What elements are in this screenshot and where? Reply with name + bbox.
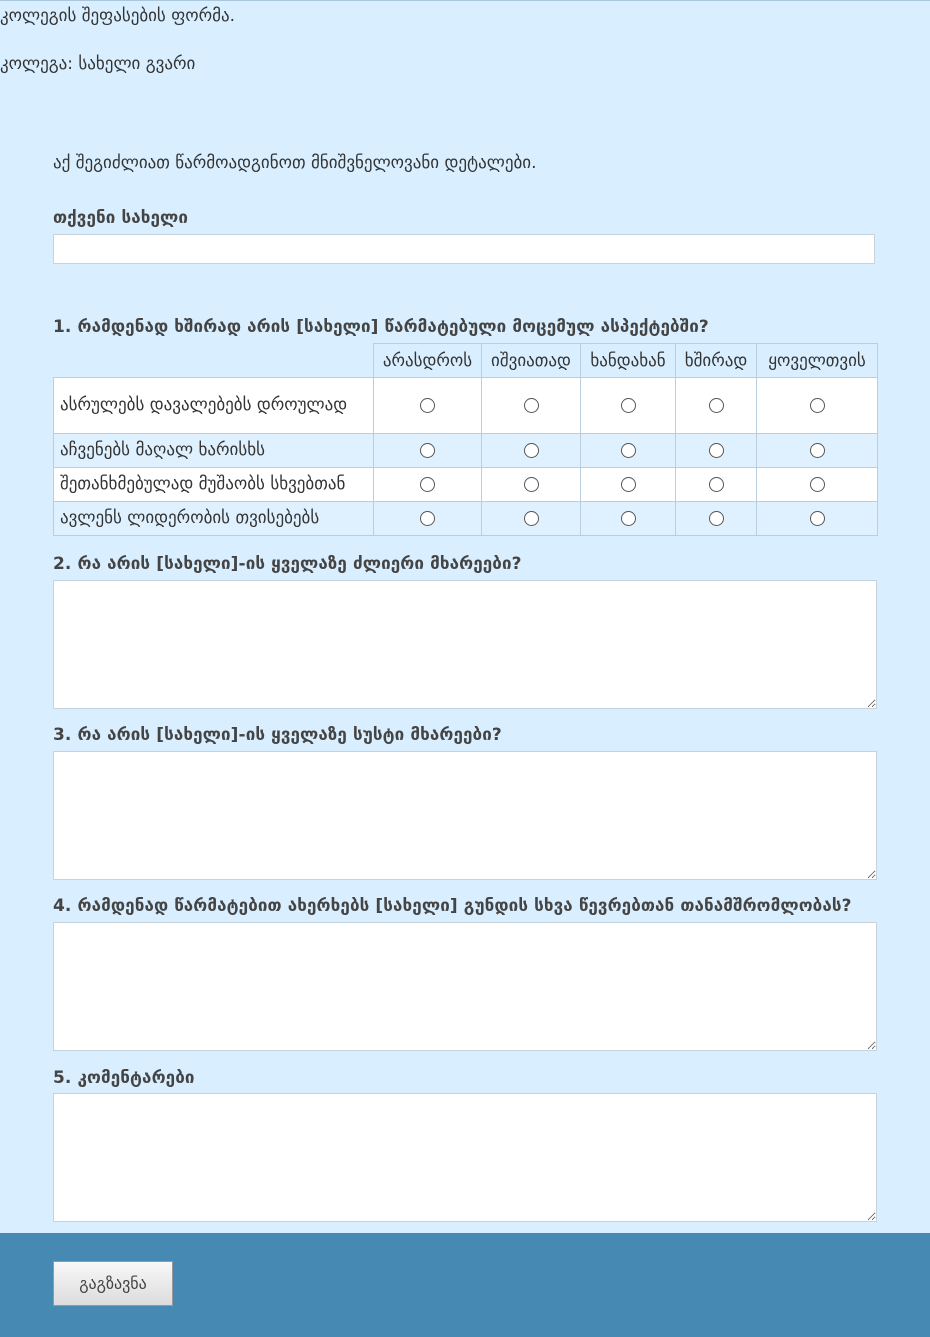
radio-button[interactable]: [420, 398, 435, 413]
colleague-name-line: კოლეგა: სახელი გვარი: [0, 54, 196, 74]
radio-button[interactable]: [621, 511, 636, 526]
column-header: არასდროს: [374, 344, 482, 378]
form-footer: [0, 1233, 930, 1337]
radio-button[interactable]: [810, 398, 825, 413]
question-2-label: 2. რა არის [სახელი]-ის ყველაზე ძლიერი მხარეები?: [53, 554, 522, 574]
radio-button[interactable]: [810, 477, 825, 492]
question-5-label: 5. კომენტარები: [53, 1068, 195, 1088]
row-label: ავლენს ლიდერობის თვისებებს: [54, 502, 374, 536]
weaknesses-textarea[interactable]: [53, 751, 877, 880]
radio-button[interactable]: [709, 443, 724, 458]
radio-button[interactable]: [420, 511, 435, 526]
radio-button[interactable]: [621, 398, 636, 413]
column-header: იშვიათად: [482, 344, 581, 378]
name-input[interactable]: [53, 234, 875, 264]
radio-button[interactable]: [524, 443, 539, 458]
matrix-question-label: 1. რამდენად ხშირად არის [სახელი] წარმატებული მოცემულ ასპექტებში?: [53, 317, 709, 337]
radio-button[interactable]: [524, 398, 539, 413]
submit-button[interactable]: გაგზავნა: [53, 1261, 173, 1306]
radio-button[interactable]: [709, 477, 724, 492]
radio-button[interactable]: [621, 443, 636, 458]
comments-textarea[interactable]: [53, 1093, 877, 1222]
rating-matrix: [53, 343, 878, 536]
radio-button[interactable]: [810, 443, 825, 458]
matrix-row: [54, 468, 878, 502]
radio-button[interactable]: [524, 511, 539, 526]
row-label: ასრულებს დავალებებს დროულად: [54, 378, 374, 434]
matrix-row: [54, 434, 878, 468]
column-header: ხანდახან: [581, 344, 676, 378]
form-description: აქ შეგიძლიათ წარმოადგინოთ მნიშვნელოვანი დეტალები.: [53, 153, 537, 173]
matrix-row: [54, 502, 878, 536]
column-header: ხშირად: [676, 344, 757, 378]
matrix-corner: [54, 344, 374, 378]
question-3-label: 3. რა არის [სახელი]-ის ყველაზე სუსტი მხარეები?: [53, 725, 502, 745]
question-4-label: 4. რამდენად წარმატებით ახერხებს [სახელი] გუნდის სხვა წევრებთან თანამშრომლობას?: [53, 896, 852, 916]
column-header: ყოველთვის: [757, 344, 878, 378]
radio-button[interactable]: [420, 443, 435, 458]
form-intro-title: კოლეგის შეფასების ფორმა.: [0, 6, 236, 26]
row-label: შეთანხმებულად მუშაობს სხვებთან: [54, 468, 374, 502]
teamwork-textarea[interactable]: [53, 922, 877, 1051]
top-divider: [0, 0, 930, 1]
radio-button[interactable]: [524, 477, 539, 492]
radio-button[interactable]: [709, 398, 724, 413]
matrix-row: [54, 378, 878, 434]
strengths-textarea[interactable]: [53, 580, 877, 709]
radio-button[interactable]: [709, 511, 724, 526]
radio-button[interactable]: [810, 511, 825, 526]
row-label: აჩვენებს მაღალ ხარისხს: [54, 434, 374, 468]
name-field-label: თქვენი სახელი: [53, 208, 189, 228]
radio-button[interactable]: [420, 477, 435, 492]
radio-button[interactable]: [621, 477, 636, 492]
